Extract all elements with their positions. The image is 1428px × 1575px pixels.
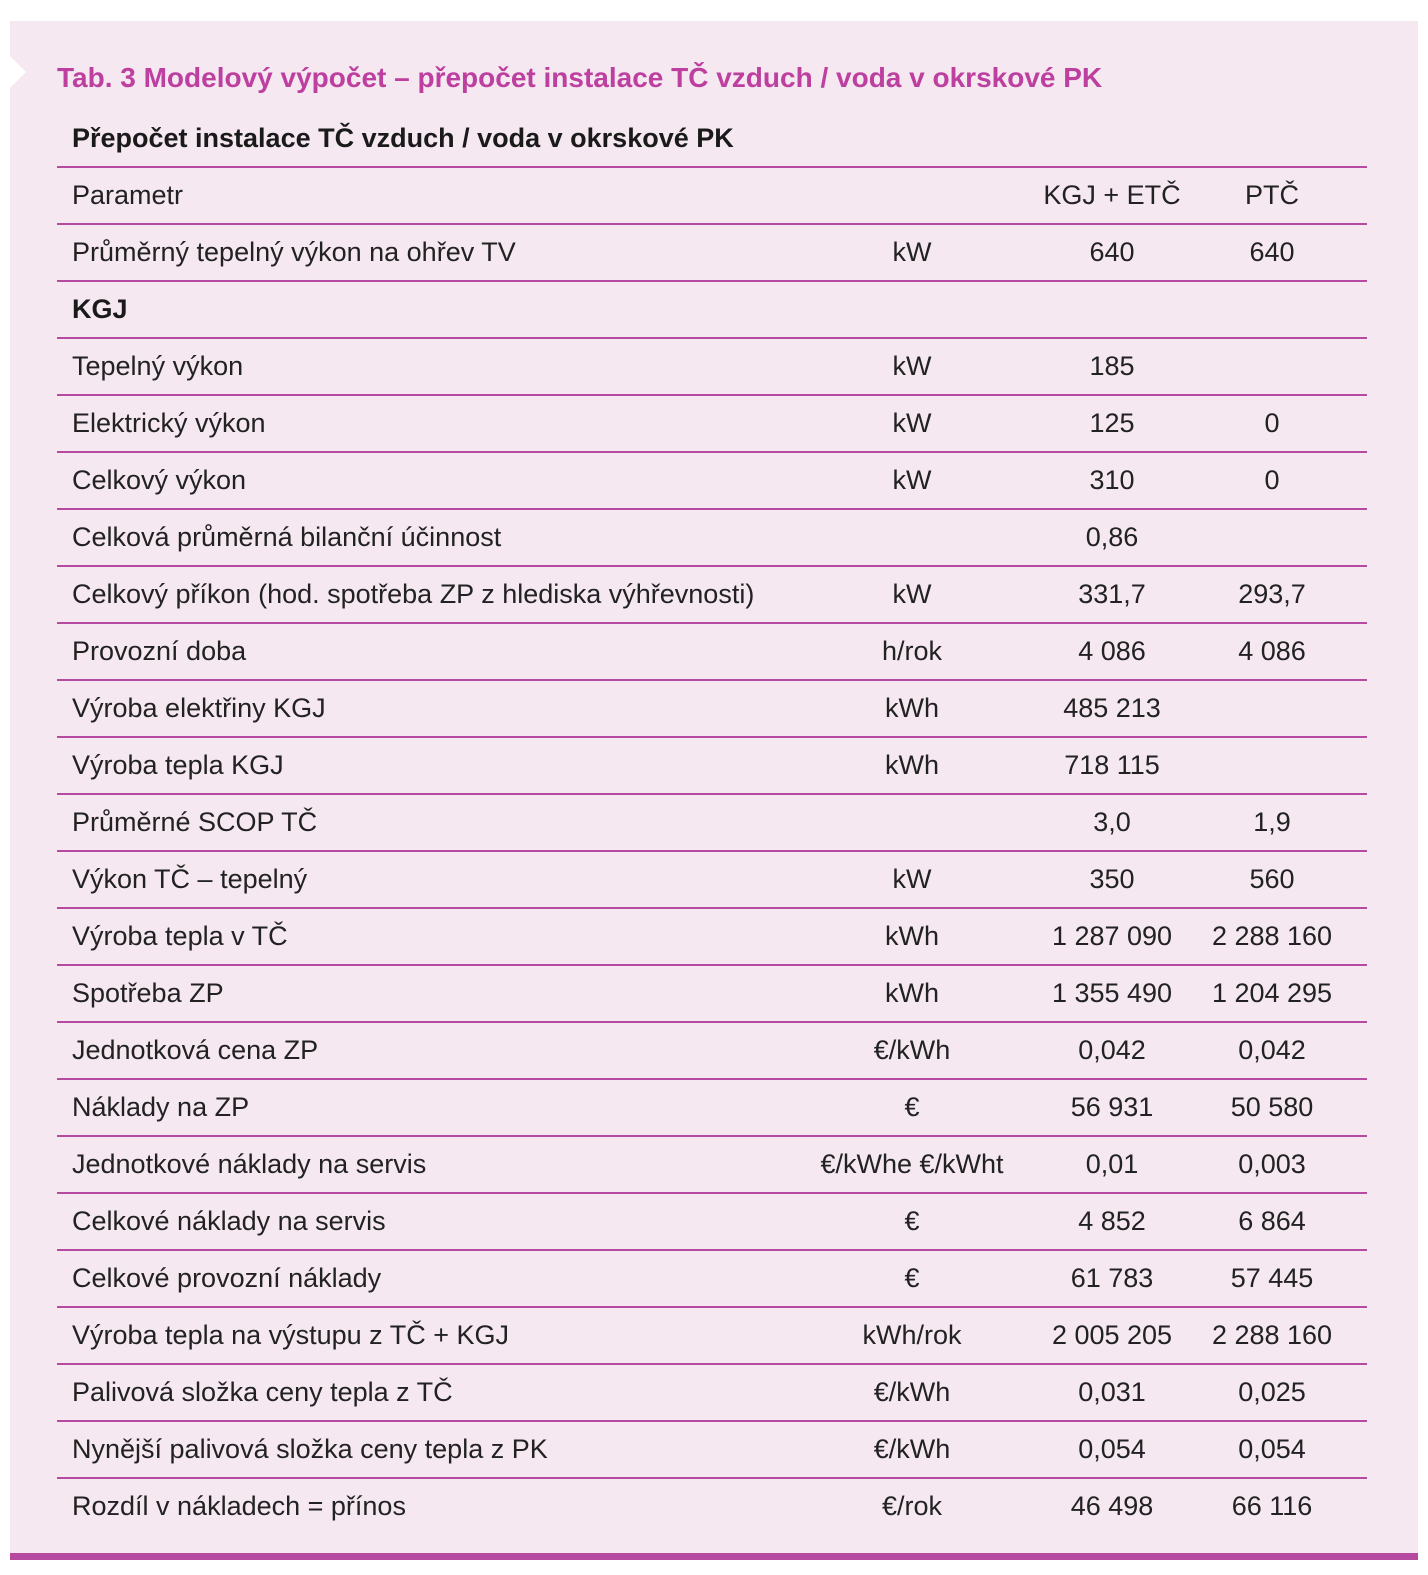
bottom-accent-bar [10,1553,1418,1560]
table-row [57,225,1367,282]
table-title-row [57,111,1367,168]
table-caption: Tab. 3 Modelový výpočet – přepočet instalace TČ vzduch / voda v okrskové PK [57,62,1103,93]
table-row [57,966,1367,1023]
row-value-ptc: 0,003 [1238,1149,1306,1179]
row-unit: € [904,1263,920,1293]
row-value-ptc: 293,7 [1238,579,1306,609]
row-label: Jednotkové náklady na servis [72,1149,427,1179]
row-value-kgj-etc: 4 086 [1078,636,1146,666]
row-label: Výkon TČ – tepelný [72,864,308,894]
row-unit: kW [892,864,932,894]
table-row [57,396,1367,453]
table-row [57,624,1367,681]
row-value-ptc: 50 580 [1230,1092,1314,1122]
row-value-kgj-etc: 61 783 [1070,1263,1154,1293]
table-row [57,852,1367,909]
table-row [57,1422,1367,1479]
row-value-kgj-etc: 350 [1089,864,1135,894]
row-label: Elektrický výkon [72,408,266,438]
row-value-ptc [1197,738,1347,793]
row-label: Palivová složka ceny tepla z TČ [72,1377,453,1407]
data-table [57,111,1367,1534]
row-value-ptc: 2 288 160 [1211,1320,1333,1350]
row-value-kgj-etc: 1 287 090 [1051,921,1173,951]
table-title: Přepočet instalace TČ vzduch / voda v okrskové PK [72,123,734,153]
row-value-kgj-etc: 125 [1089,408,1135,438]
row-label: Celková průměrná bilanční účinnost [72,522,502,552]
header-kgj-etc: KGJ + ETČ [1043,180,1181,210]
row-value-kgj-etc: 1 355 490 [1051,978,1173,1008]
row-value-ptc: 640 [1249,237,1295,267]
row-value-ptc: 0,025 [1238,1377,1306,1407]
row-value-ptc: 0,054 [1238,1434,1306,1464]
row-label: Výroba tepla KGJ [72,750,284,780]
row-value-ptc [1197,339,1347,394]
row-label: KGJ [72,294,128,324]
row-value-kgj-etc: 185 [1089,351,1135,381]
row-unit: kW [892,408,932,438]
header-parametr: Parametr [72,180,184,210]
panel-notch [10,56,26,88]
row-unit: kWh/rok [862,1320,962,1350]
table-row [57,1365,1367,1422]
row-label: Nynější palivová složka ceny tepla z PK [72,1434,548,1464]
row-unit: kWh [885,693,939,723]
table-row [57,1479,1367,1534]
row-label: Jednotková cena ZP [72,1035,319,1065]
row-value-ptc [1197,510,1347,565]
table-row [57,795,1367,852]
row-value-kgj-etc: 56 931 [1070,1092,1154,1122]
row-value-kgj-etc: 2 005 205 [1051,1320,1173,1350]
table-row [57,1080,1367,1137]
row-value-kgj-etc: 4 852 [1078,1206,1146,1236]
row-unit: €/kWh [873,1035,951,1065]
row-label: Průměrný tepelný výkon na ohřev TV [72,237,516,267]
header-unit [797,168,1027,223]
table-row [57,453,1367,510]
row-value-kgj-etc: 640 [1089,237,1135,267]
table-row [57,510,1367,567]
row-label: Celkový výkon [72,465,247,495]
row-value-kgj-etc: 0,042 [1078,1035,1146,1065]
row-value-kgj-etc: 0,01 [1085,1149,1139,1179]
row-label: Rozdíl v nákladech = přínos [72,1491,406,1521]
row-value-ptc: 66 116 [1231,1491,1313,1521]
header-ptc: PTČ [1245,180,1299,210]
table-row [57,738,1367,795]
row-unit: kW [892,465,932,495]
row-label: Náklady na ZP [72,1092,250,1122]
row-unit: € [904,1092,920,1122]
row-unit: kWh [885,750,939,780]
table-section-row [57,282,1367,339]
row-label: Výroba tepla na výstupu z TČ + KGJ [72,1320,509,1350]
row-value-kgj-etc: 3,0 [1093,807,1131,837]
row-unit: kW [892,237,932,267]
row-unit [797,795,1027,850]
row-unit: €/kWh [873,1434,951,1464]
row-unit: €/rok [881,1491,943,1521]
row-value-ptc: 4 086 [1238,636,1306,666]
row-unit [797,282,1027,337]
table-header-row [57,168,1367,225]
row-value-ptc: 6 864 [1238,1206,1306,1236]
table-row [57,1194,1367,1251]
row-value-kgj-etc: 0,031 [1078,1377,1146,1407]
row-unit [797,510,1027,565]
table-row [57,339,1367,396]
table-row [57,567,1367,624]
row-value-ptc: 0 [1264,408,1280,438]
row-value-kgj-etc: 331,7 [1078,579,1146,609]
row-label: Výroba tepla v TČ [72,921,288,951]
row-label: Průměrné SCOP TČ [72,807,318,837]
table-row [57,1137,1367,1194]
table-row [57,1023,1367,1080]
row-unit: kW [892,579,932,609]
row-unit: €/kWhe €/kWht [820,1149,1004,1179]
row-value-ptc: 2 288 160 [1211,921,1333,951]
row-label: Celkové provozní náklady [72,1263,382,1293]
row-value-ptc: 57 445 [1230,1263,1314,1293]
row-label: Výroba elektřiny KGJ [72,693,326,723]
row-unit: kW [892,351,932,381]
table-row [57,681,1367,738]
row-value-kgj-etc [1037,282,1187,337]
row-unit: €/kWh [873,1377,951,1407]
row-unit: kWh [885,921,939,951]
row-value-kgj-etc: 46 498 [1070,1491,1154,1521]
row-label: Provozní doba [72,636,247,666]
table-row [57,1251,1367,1308]
table-row [57,909,1367,966]
row-value-ptc: 0,042 [1238,1035,1306,1065]
row-value-ptc: 0 [1264,465,1280,495]
row-value-ptc: 560 [1249,864,1295,894]
row-value-kgj-etc: 0,86 [1085,522,1139,552]
row-unit: € [904,1206,920,1236]
row-label: Spotřeba ZP [72,978,224,1008]
row-value-ptc [1197,681,1347,736]
row-value-kgj-etc: 310 [1089,465,1135,495]
row-value-ptc: 1,9 [1253,807,1291,837]
row-unit: kWh [885,978,939,1008]
row-value-kgj-etc: 0,054 [1078,1434,1146,1464]
row-unit: h/rok [881,636,943,666]
row-label: Celkové náklady na servis [72,1206,386,1236]
row-value-kgj-etc: 718 115 [1064,750,1160,780]
row-value-kgj-etc: 485 213 [1063,693,1161,723]
table-row [57,1308,1367,1365]
row-value-ptc [1197,282,1347,337]
row-value-ptc: 1 204 295 [1211,978,1333,1008]
row-label: Celkový příkon (hod. spotřeba ZP z hlediska výhřevnosti) [72,579,755,609]
row-label: Tepelný výkon [72,351,244,381]
